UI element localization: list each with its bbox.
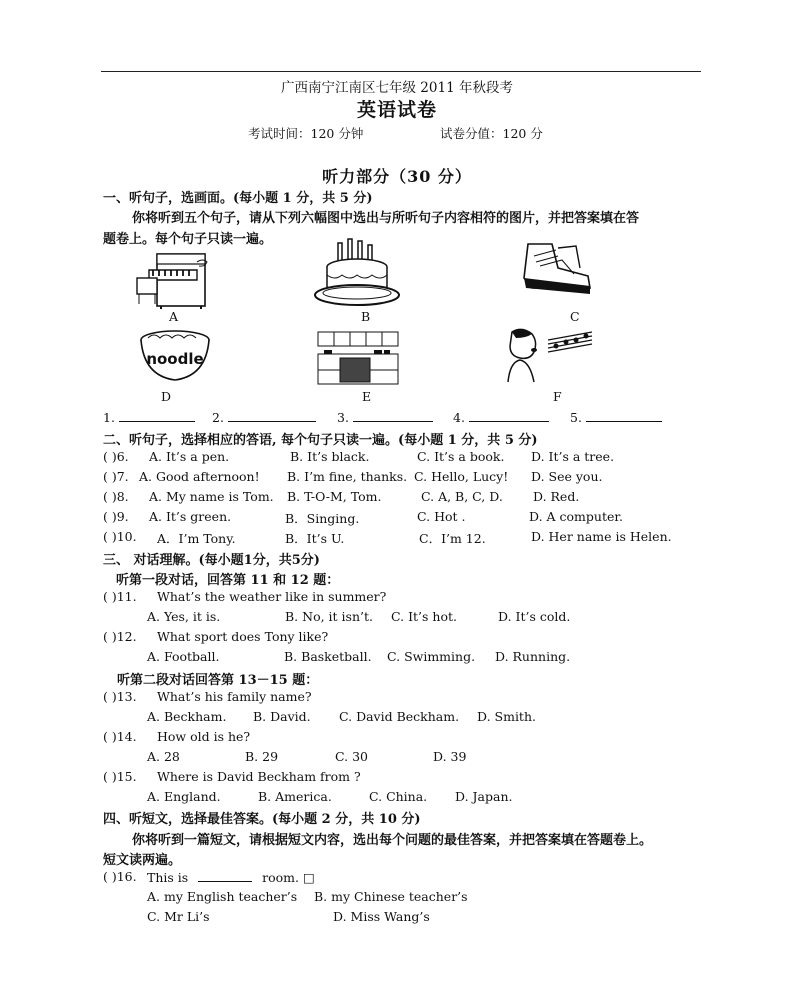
picture-label-b: B	[361, 309, 371, 324]
q9-option-c: C. Hot .	[417, 509, 466, 524]
q14-stem: How old is he?	[157, 729, 251, 744]
q12-option-b: B. Basketball.	[284, 649, 372, 664]
q12-option-d: D. Running.	[495, 649, 571, 664]
q13-option-d: D. Smith.	[477, 709, 536, 724]
q7-option-c: C. Hello, Lucy!	[414, 469, 509, 484]
noodle-text: noodle	[146, 350, 204, 368]
header-rule	[101, 71, 701, 72]
q11-stem: What’s the weather like in summer?	[157, 589, 387, 604]
q14-option-c: C. 30	[335, 749, 368, 764]
q9-option-a: A. It’s green.	[149, 509, 232, 524]
q16-option-a: A. my English teacher’s	[147, 889, 298, 904]
q10-number[interactable]: ( )10.	[103, 529, 137, 544]
q13-option-c: C. David Beckham.	[339, 709, 460, 724]
noodle-bowl-picture	[138, 328, 212, 384]
exam-time: 考试时间：120 分钟	[248, 126, 364, 141]
q6-option-a: A. It’s a pen.	[149, 449, 230, 464]
section1-heading: 一、听句子，选画面。(每小题 1 分，共 5 分)	[103, 191, 373, 206]
q8-option-c: C. A, B, C, D.	[421, 489, 503, 504]
q6-option-c: C. It’s a book.	[417, 449, 505, 464]
dialog2-heading: 听第二段对话回答第 13－15 题：	[117, 673, 319, 688]
q13-option-b: B. David.	[253, 709, 311, 724]
picture-label-f: F	[553, 389, 562, 404]
q11-option-a: A. Yes, it is.	[147, 609, 221, 624]
q8-option-a: A. My name is Tom.	[149, 489, 274, 504]
answer-blank-4[interactable]: 4.	[453, 409, 549, 425]
picture-label-d: D	[161, 389, 172, 404]
q10-option-a: A．I’m Tony.	[157, 531, 236, 546]
q15-option-a: A. England.	[147, 789, 221, 804]
q6-option-b: B. It’s black.	[290, 449, 370, 464]
q7-option-b: B. I’m fine, thanks.	[287, 469, 408, 484]
piano-picture	[135, 248, 215, 310]
picture-label-a: A	[169, 309, 179, 324]
q7-number[interactable]: ( )7.	[103, 469, 129, 484]
q12-stem: What sport does Tony like?	[157, 629, 329, 644]
q10-option-b: B．It’s U.	[285, 531, 345, 546]
q16-stem-end: room. □	[262, 870, 315, 885]
paper-title: 英语试卷	[356, 99, 437, 121]
q9-option-b: B．Singing.	[285, 511, 360, 526]
singing-boy-picture	[500, 326, 596, 384]
q8-option-d: D. Red.	[533, 489, 580, 504]
q11-option-c: C. It’s hot.	[391, 609, 457, 624]
q14-option-b: B. 29	[245, 749, 279, 764]
q15-option-d: D. Japan.	[455, 789, 513, 804]
kitchen-picture	[316, 330, 400, 386]
q16-option-c: C. Mr Li’s	[147, 909, 210, 924]
q8-option-b: B. T-O-M, Tom.	[287, 489, 382, 504]
q15-option-c: C. China.	[369, 789, 428, 804]
q12-number[interactable]: ( )12.	[103, 629, 137, 644]
answer-blank-5[interactable]: 5.	[570, 409, 662, 425]
q16-number[interactable]: ( )16.	[103, 869, 137, 884]
answer-blank-2[interactable]: 2.	[212, 409, 316, 425]
q11-option-d: D. It’s cold.	[498, 609, 571, 624]
dialog1-heading: 听第一段对话，回答第 11 和 12 题：	[116, 573, 340, 588]
picture-label-e: E	[362, 389, 372, 404]
q15-number[interactable]: ( )15.	[103, 769, 137, 784]
q8-number[interactable]: ( )8.	[103, 489, 129, 504]
q6-option-d: D. It’s a tree.	[531, 449, 615, 464]
q10-option-d: D. Her name is Helen.	[531, 529, 672, 544]
q16-option-b: B. my Chinese teacher’s	[314, 889, 468, 904]
section3-heading: 三、 对话理解。(每小题1分，共5分)	[103, 553, 320, 568]
q10-option-c: C．I’m 12.	[419, 531, 486, 546]
q14-number[interactable]: ( )14.	[103, 729, 137, 744]
picture-label-c: C	[570, 309, 580, 324]
q13-option-a: A. Beckham.	[147, 709, 227, 724]
cake-picture	[312, 237, 402, 313]
q16-stem	[147, 869, 315, 885]
q9-number[interactable]: ( )9.	[103, 509, 129, 524]
q12-option-a: A. Football.	[147, 649, 220, 664]
answer-blank-3[interactable]: 3.	[337, 409, 433, 425]
q16-option-d: D. Miss Wang’s	[333, 909, 430, 924]
q7-option-d: D. See you.	[531, 469, 603, 484]
section1-instr-2: 题卷上。每个句子只读一遍。	[103, 232, 273, 247]
q14-option-d: D. 39	[433, 749, 467, 764]
q13-stem: What’s his family name?	[157, 689, 312, 704]
q16-stem-start: This is	[147, 870, 189, 885]
section1-instr-1: 你将听到五个句子，请从下列六幅图中选出与所听句子内容相符的图片，并把答案填在答	[132, 211, 640, 226]
q6-number[interactable]: ( )6.	[103, 449, 129, 464]
q14-option-a: A. 28	[147, 749, 180, 764]
shoes-picture	[518, 238, 596, 302]
q7-option-a: A. Good afternoon!	[139, 469, 260, 484]
q13-number[interactable]: ( )13.	[103, 689, 137, 704]
q15-stem: Where is David Beckham from ?	[157, 769, 361, 784]
q11-number[interactable]: ( )11.	[103, 589, 137, 604]
section4-heading: 四、听短文，选择最佳答案。(每小题 2 分，共 10 分)	[103, 812, 421, 827]
q16-blank[interactable]	[198, 869, 252, 882]
section4-instr-1: 你将听到一篇短文，请根据短文内容，选出每个问题的最佳答案，并把答案填在答题卷上。	[132, 833, 653, 848]
school-line: 广西南宁江南区七年级 2011 年秋段考	[281, 80, 513, 96]
part-title: 听力部分（30 分）	[322, 167, 472, 186]
section4-instr-2: 短文读两遍。	[103, 853, 182, 868]
q11-option-b: B. No, it isn’t.	[285, 609, 373, 624]
section2-heading: 二、听句子，选择相应的答语, 每个句子只读一遍。(每小题 1 分，共 5 分)	[103, 433, 538, 448]
answer-blank-1[interactable]: 1.	[103, 409, 195, 425]
q9-option-d: D. A computer.	[529, 509, 623, 524]
q12-option-c: C. Swimming.	[387, 649, 476, 664]
q15-option-b: B. America.	[258, 789, 332, 804]
exam-score: 试卷分值：120 分	[440, 126, 543, 141]
